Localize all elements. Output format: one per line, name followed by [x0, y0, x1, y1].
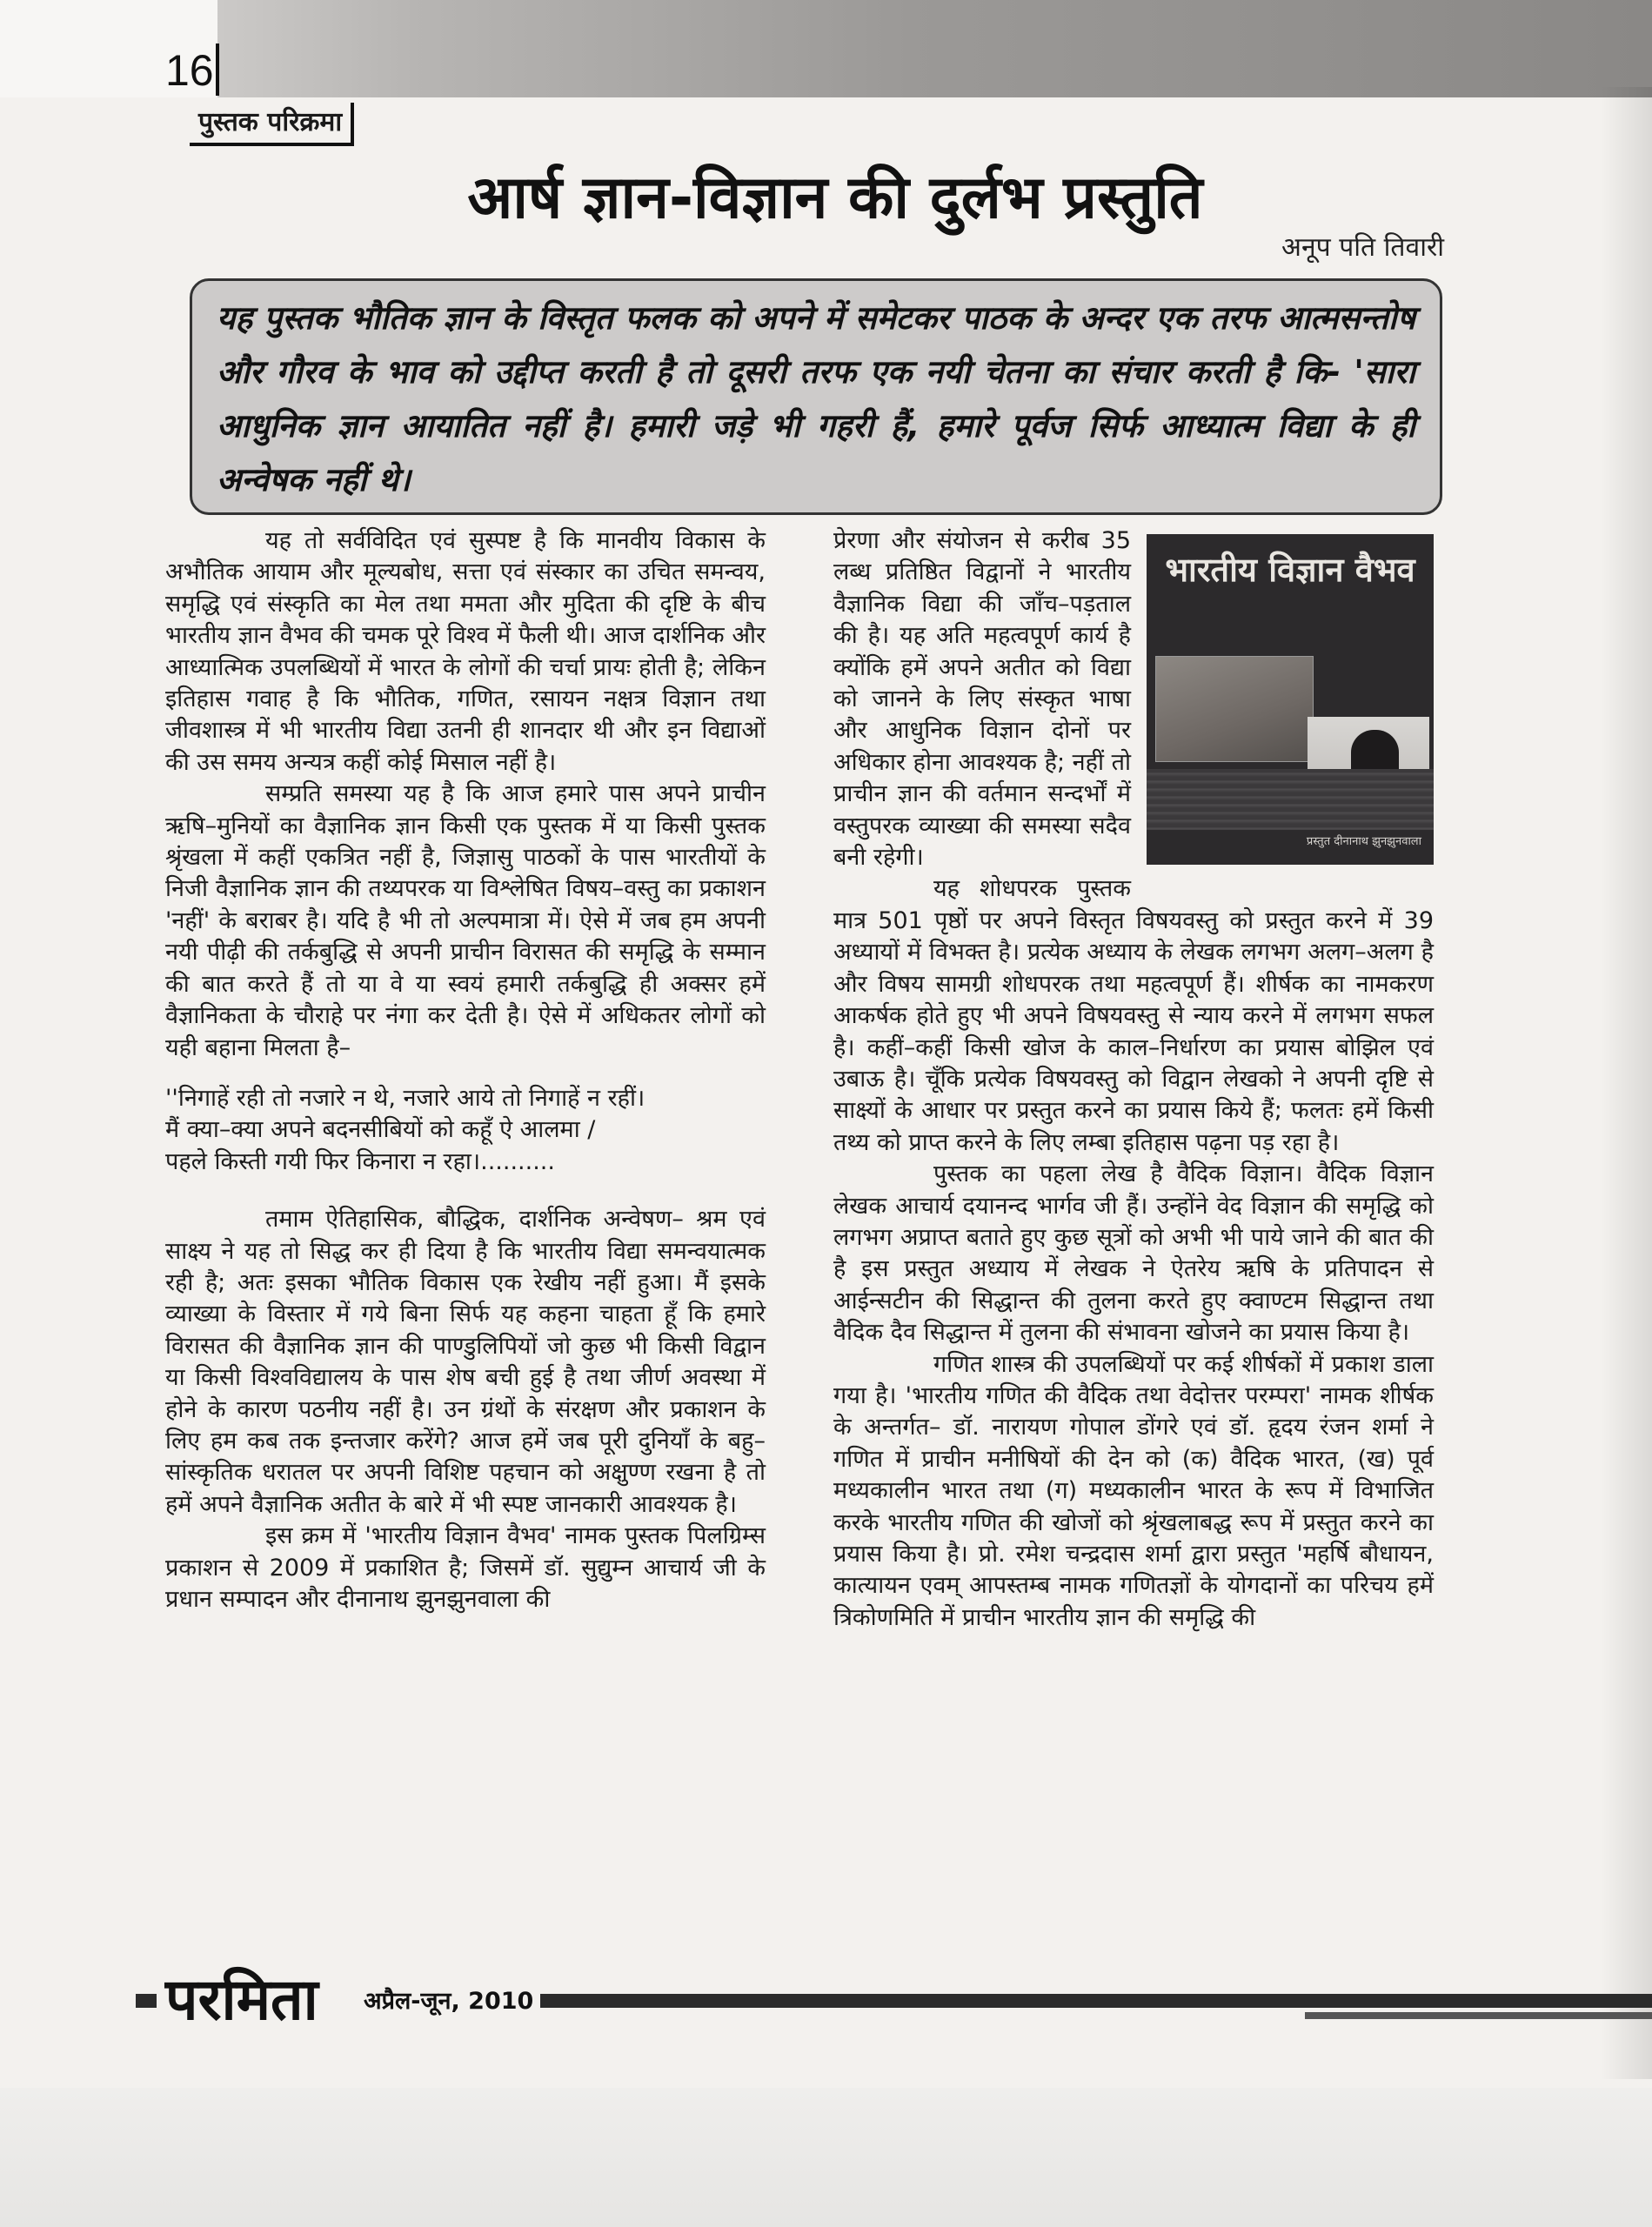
- footer-rule-secondary: [1305, 2012, 1652, 2019]
- page-number: 16: [165, 46, 214, 95]
- pull-quote-box: [190, 278, 1442, 515]
- page-bottom-margin: [0, 2088, 1652, 2227]
- verse-line: मैं क्या–क्या अपने बदनसीबियों को कहूँ ऐ आलमा /: [165, 1116, 596, 1144]
- verse: [165, 1083, 766, 1178]
- issue-date: अप्रैल-जून, 2010: [357, 1983, 540, 2016]
- book-cover-credit: प्रस्तुत दीनानाथ झुनझुनवाला: [1306, 834, 1421, 848]
- paragraph: यह तो सर्वविदित एवं सुस्पष्ट है कि मानवीय विकास के अभौतिक आयाम और मूल्यबोध, सत्ता एवं संस्कार का उचित समन्वय, समृद्धि एवं संस्कृति का मेल तथा ममता और मुदिता की दृष्टि के बीच भारतीय ज्ञान वैभव की चमक पूरे विश्व में फैली थी। आज दार्शनिक और आध्यात्मिक उपलब्धियों में भारत के लोगों की चर्चा प्रायः होती है; लेकिन इतिहास गवाह है कि भौतिक, गणित, रसायन नक्षत्र विज्ञान तथा जीवशास्त्र में भी भारतीय विद्या उतनी ही शानदार थी और इन विद्याओं की उस समय अन्यत्र कहीं कोई मिसाल नहीं है।: [165, 527, 766, 776]
- paragraph: सम्प्रति समस्या यह है कि आज हमारे पास अपने प्राचीन ऋषि–मुनियों का वैज्ञानिक ज्ञान किसी एक पुस्तक में या किसी पुस्तक श्रृंखला में कहीं एकत्रित नहीं है, जिज्ञासु पाठकों के पास भारतीयों के निजी वैज्ञानिक ज्ञान की तथ्यपरक या विश्लेषित विषय–वस्तु का प्रकाशन 'नहीं' के बराबर है। यदि है भी तो अल्पमात्रा में। ऐसे में जब हम अपनी नयी पीढ़ी की तर्कबुद्धि से अपनी प्राचीन विरासत की समृद्धि के सम्मान की बात करते हैं तो या वे या स्वयं हमारी तर्कबुद्धि ही अक्सर हमें वैज्ञानिकता के चौराहे पर नंगा कर देती है। ऐसे में अधिकतर लोगों को यही बहाना मिलता है–: [165, 780, 766, 1061]
- book-cover-image: [1147, 534, 1434, 865]
- paragraph: गणित शास्त्र की उपलब्धियों पर कई शीर्षकों में प्रकाश डाला गया है। 'भारतीय गणित की वैदिक तथा वेदोत्तर परम्परा' नामक शीर्षक के अन्तर्गत– डॉ. नारायण गोपाल डोंगरे एवं डॉ. हृदय रंजन शर्मा ने गणित में प्राचीन मनीषियों की देन को (क) वैदिक भारत, (ख) पूर्व मध्यकालीन भारत तथा (ग) मध्यकालीन भारत के रूप में विभाजित करके भारतीय गणित की खोजों को श्रृंखलाबद्ध रूप में प्रस्तुत करने का प्रयास किया है। प्रो. रमेश चन्द्रदास शर्मा द्वारा प्रस्तुत 'महर्षि बौधायन, कात्यायन एवम् आपस्तम्ब नामक गणितज्ञों के योगदानों का परिचय हमें त्रिकोणमिति में प्राचीन भारतीय ज्ञान की समृद्धि की: [833, 1350, 1434, 1631]
- paragraph: इस क्रम में 'भारतीय विज्ञान वैभव' नामक पुस्तक पिलग्रिम्स प्रकाशन से 2009 में प्रकाशित है; जिसमें डॉ. सुद्युम्न आचार्य जी के प्रधान सम्पादन और दीनानाथ झुनझुनवाला की: [165, 1522, 766, 1613]
- verse-line: ''निगाहें रही तो नजारे न थे, नजारे आये तो निगाहें न रहीं।: [165, 1084, 645, 1112]
- section-label: पुस्तक परिक्रमा: [190, 103, 354, 146]
- book-cover-water: [1147, 769, 1434, 830]
- book-cover-title: भारतीय विज्ञान वैभव: [1165, 551, 1415, 589]
- paragraph: यह शोधपरक पुस्तक मात्र 501 पृष्ठों पर अपने विस्तृत विषयवस्तु को प्रस्तुत करने में 39 अध्यायों में विभक्त है। प्रत्येक अध्याय के लेखक लगभग अलग–अलग है और विषय सामग्री शोधपरक तथा महत्वपूर्ण हैं। शीर्षक का नामकरण आकर्षक होते हुए भी अपने विषयवस्तु से न्याय करने में लगभग सफल है। कहीं–कहीं किसी खोज के काल–निर्धारण का प्रयास बोझिल एवं उबाऊ है। चूँकि प्रत्येक विषयवस्तु को विद्वान लेखको ने अपनी दृष्टि से साक्ष्यों के आधार पर प्रस्तुत करने का प्रयास किये हैं; फलतः हमें किसी तथ्य को प्राप्त करने के लिए लम्बा इतिहास पढ़ना पड़ रहा है।: [833, 875, 1434, 1156]
- paragraph: प्रेरणा और संयोजन से करीब 35 लब्ध प्रतिष्ठित विद्वानों ने भारतीय वैज्ञानिक विद्या की जाँच–पड़ताल की है। यह अति महत्वपूर्ण कार्य है क्योंकि हमें अपने अतीत को विद्या को जानने के लिए संस्कृत भाषा और आधुनिक विज्ञान दोनों पर अधिकार होना आवश्यक है; नहीं तो प्राचीन ज्ञान की वर्तमान सन्दर्भों में वस्तुपरक व्याख्या की समस्या सदैव बनी रहेगी।: [833, 527, 1131, 872]
- magazine-name: परमिता: [157, 1964, 327, 2034]
- article-author: अनूप पति तिवारी: [1281, 232, 1444, 263]
- footer-rule: [461, 1994, 1652, 2008]
- verse-line: पहले किस्ती गयी फिर किनारा न रहा।..........: [165, 1147, 555, 1175]
- right-column: [833, 525, 1434, 1634]
- binding-shadow: [1601, 87, 1652, 2079]
- page-number-rule: [216, 43, 219, 96]
- article-title: आर्ष ज्ञान-विज्ञान की दुर्लभ प्रस्तुति: [467, 164, 1203, 232]
- left-column: [165, 525, 766, 1615]
- top-band: [0, 0, 1652, 97]
- pull-quote-text: यह पुस्तक भौतिक ज्ञान के विस्तृत फलक को अपने में समेटकर पाठक के अन्दर एक तरफ आत्मसन्तोष और गौरव के भाव को उद्दीप्त करती है तो दूसरी तरफ एक नयी चेतना का संचार करती है कि- 'सारा आधुनिक ज्ञान आयातित नहीं है। हमारी जड़े भी गहरी हैं, हमारे पूर्वज सिर्फ आध्यात्म विद्या के ही अन्वेषक नहीं थे।: [217, 299, 1415, 498]
- paragraph: तमाम ऐतिहासिक, बौद्धिक, दार्शनिक अन्वेषण– श्रम एवं साक्ष्य ने यह तो सिद्ध कर ही दिया है कि भारतीय विद्या समन्वयात्मक रही है; अतः इसका भौतिक विकास एक रेखीय नहीं हुआ। मैं इसके व्याख्या के विस्तार में गये बिना सिर्फ यह कहना चाहता हूँ कि हमारे विरासत की वैज्ञानिक ज्ञान की पाण्डुलिपियों जो कुछ भी किसी विद्वान या किसी विश्वविद्यालय के पास शेष बची हुई है तथा जीर्ण अवस्था में होने के कारण पठनीय नहीं है। उन ग्रंथों के संरक्षण और प्रकाशन के लिए हम कब तक इन्तजार करेंगे? आज हमें जब पूरी दुनियाँ के बहु–सांस्कृतिक धरातल पर अपनी विशिष्ट पहचान को अक्षुण्ण रखना है तो हमें अपने वैज्ञानिक अतीत के बारे में भी स्पष्ट जानकारी आवश्यक है।: [165, 1206, 766, 1518]
- book-cover-painting: [1155, 656, 1314, 762]
- paragraph: पुस्तक का पहला लेख है वैदिक विज्ञान। वैदिक विज्ञान लेखक आचार्य दयानन्द भार्गव जी हैं। उन्होंने वेद विज्ञान की समृद्धि को लगभग अप्राप्त बताते हुए कुछ सूत्रों को अभी भी पाये जाने की बात की है इस प्रस्तुत अध्याय में लेखक ने ऐतरेय ऋषि के प्रतिपादन से आईन्सटीन की सिद्धान्त की तुलना करते हुए क्वाण्टम सिद्धान्त तथा वैदिक दैव सिद्धान्त में तुलना की संभावना खोजने का प्रयास किया है।: [833, 1160, 1434, 1347]
